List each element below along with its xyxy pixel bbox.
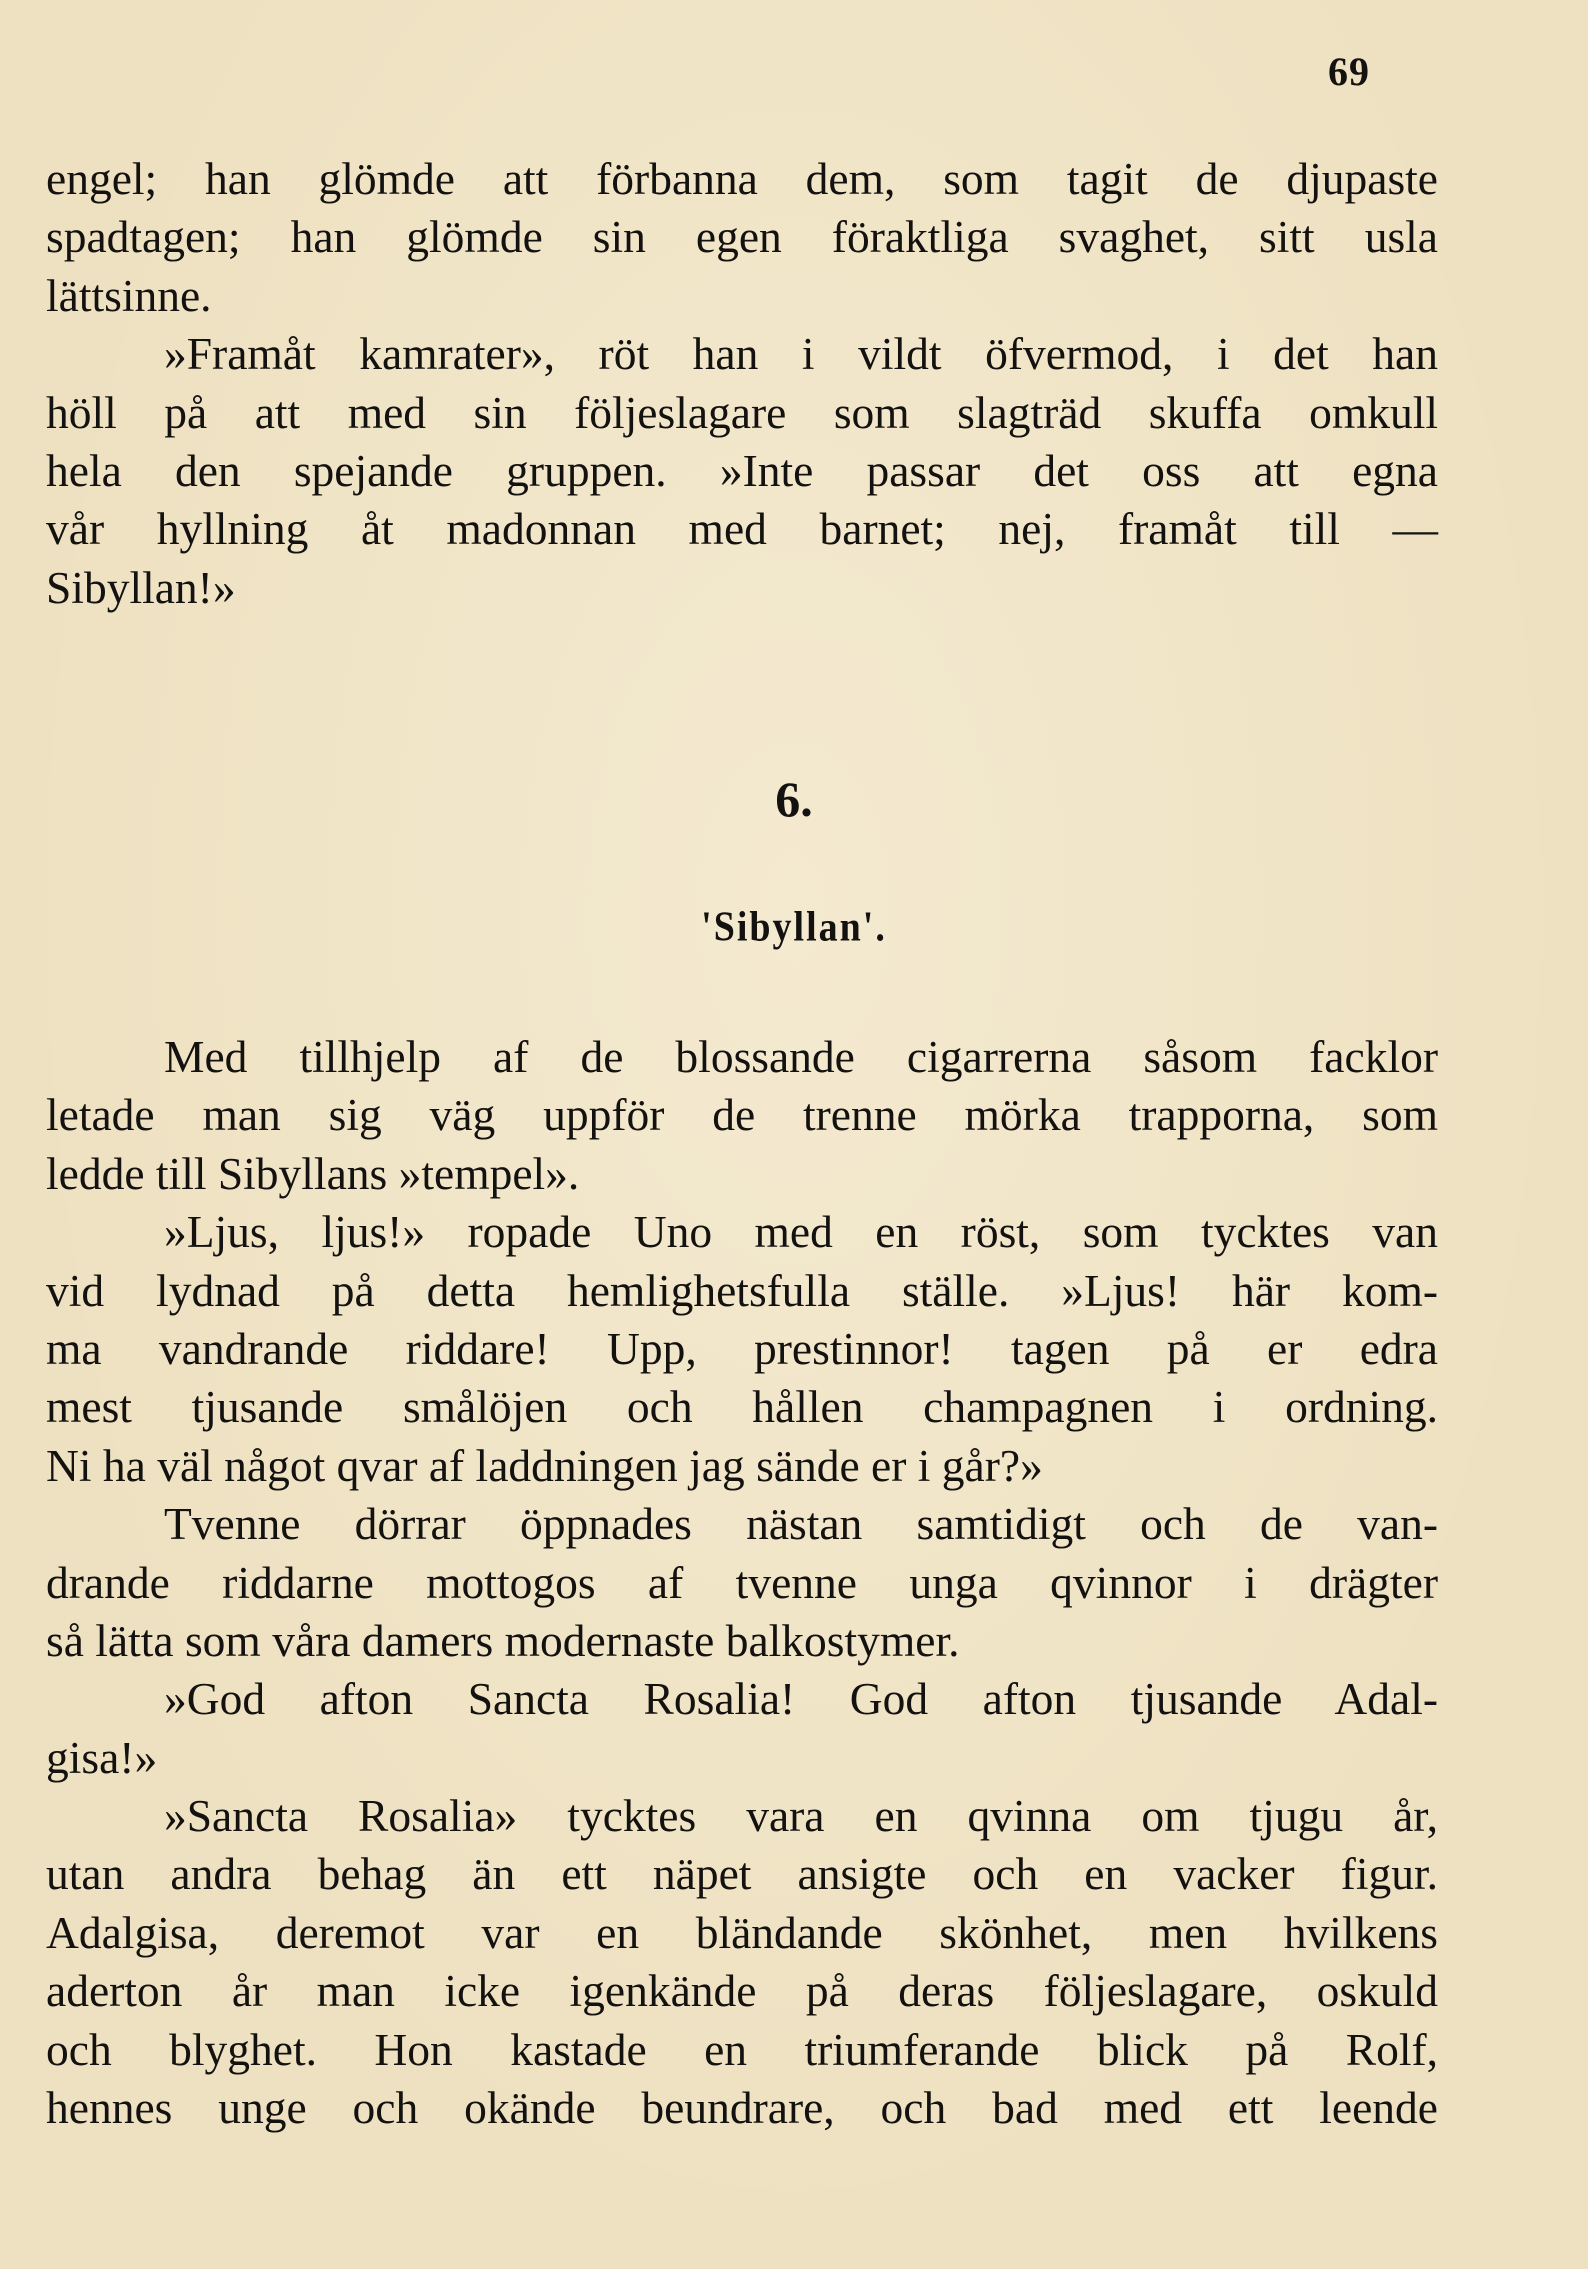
text-line: lättsinne. [46, 269, 212, 321]
text-line: Med tillhjelp af de blossande cigarrerna såsom facklor [164, 1031, 1438, 1082]
text-line: ma vandrande riddare! Upp, prestinnor! tagen på er edra [46, 1322, 1438, 1374]
top-text-block [46, 150, 1438, 617]
text-line: Adalgisa, deremot var en bländande skönhet, men hvilkens [46, 1906, 1438, 1958]
text-line: och blyghet. Hon kastade en triumferande blick på Rolf, [46, 2023, 1438, 2075]
text-line: drande riddarne mottogos af tvenne unga qvinnor i drägter [46, 1556, 1438, 1608]
page-number: 69 [1328, 49, 1370, 94]
text-line: hela den spejande gruppen. »Inte passar det oss att egna [46, 444, 1438, 496]
text-line: »God afton Sancta Rosalia! God afton tjusande Adal- [164, 1673, 1438, 1725]
text-line: spadtagen; han glömde sin egen föraktliga svaghet, sitt usla [46, 211, 1438, 263]
chapter-title: 'Sibyllan'. [701, 903, 887, 951]
text-line: »Sancta Rosalia» tycktes vara en qvinna om tjugu år, [164, 1790, 1438, 1842]
text-line: Sibyllan!» [46, 561, 236, 613]
text-line: mest tjusande smålöjen och hållen champagnen i ordning. [46, 1381, 1438, 1433]
text-line: gisa!» [46, 1731, 158, 1783]
chapter-number: 6. [775, 771, 813, 827]
bottom-text-block [46, 1028, 1438, 2137]
text-line: ledde till Sibyllans »tempel». [46, 1147, 580, 1199]
text-line: »Ljus, ljus!» ropade Uno med en röst, som tycktes van [164, 1206, 1438, 1258]
text-line: Tvenne dörrar öppnades nästan samtidigt och de van- [164, 1498, 1438, 1550]
text-line: hennes unge och okände beundrare, och bad med ett leende [46, 2082, 1438, 2134]
text-line: engel; han glömde att förbanna dem, som tagit de djupaste [46, 153, 1438, 204]
text-line: letade man sig väg uppför de trenne mörka trapporna, som [46, 1089, 1438, 1141]
text-line: så lätta som våra damers modernaste balkostymer. [46, 1614, 960, 1666]
text-line: aderton år man icke igenkände på deras följeslagare, oskuld [46, 1965, 1438, 2017]
text-line: vår hyllning åt madonnan med barnet; nej, framåt till — [46, 503, 1438, 555]
text-line: Ni ha väl något qvar af laddningen jag sände er i går?» [46, 1439, 1043, 1491]
text-line: »Framåt kamrater», röt han i vildt öfvermod, i det han [164, 328, 1438, 380]
text-line: höll på att med sin följeslagare som slagträd skuffa omkull [46, 386, 1438, 438]
text-line: vid lydnad på detta hemlighetsfulla ställe. »Ljus! här kom- [46, 1264, 1438, 1316]
text-line: utan andra behag än ett näpet ansigte och en vacker figur. [46, 1848, 1438, 1900]
